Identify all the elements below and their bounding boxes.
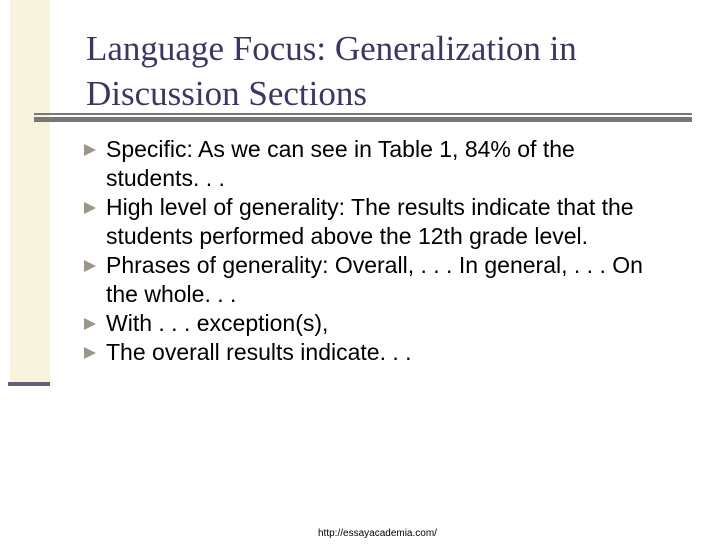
slide-title-line: Discussion Sections bbox=[86, 74, 367, 113]
bullet-text: High level of generality: The results indicate that the students performed above the 12th grade level. bbox=[106, 194, 634, 249]
bullet-text: The overall results indicate. . . bbox=[106, 339, 412, 365]
bullet-text: Phrases of generality: Overall, . . . In general, . . . On the whole. . . bbox=[106, 252, 643, 307]
side-accent-line bbox=[8, 382, 50, 386]
footer-url-link[interactable]: http://essayacademia.com/ bbox=[318, 528, 437, 539]
title-divider-thick bbox=[34, 117, 692, 122]
triangle-bullet-icon bbox=[84, 318, 96, 330]
bullet-item bbox=[84, 338, 674, 367]
slide-title-line: Language Focus: Generalization in bbox=[86, 29, 577, 68]
bullet-item bbox=[84, 135, 674, 193]
side-accent-bar bbox=[10, 0, 50, 382]
bullet-item bbox=[84, 193, 674, 251]
triangle-bullet-icon bbox=[84, 260, 96, 272]
triangle-bullet-icon bbox=[84, 347, 96, 359]
bullet-text: With . . . exception(s), bbox=[106, 310, 329, 336]
triangle-bullet-icon bbox=[84, 202, 96, 214]
triangle-bullet-icon bbox=[84, 144, 96, 156]
bullet-item bbox=[84, 251, 674, 309]
slide-title bbox=[86, 26, 706, 116]
bullet-text: Specific: As we can see in Table 1, 84% of the students. . . bbox=[106, 136, 575, 191]
bullet-list bbox=[84, 135, 674, 367]
bullet-item bbox=[84, 309, 674, 338]
title-divider-thin bbox=[34, 113, 692, 115]
